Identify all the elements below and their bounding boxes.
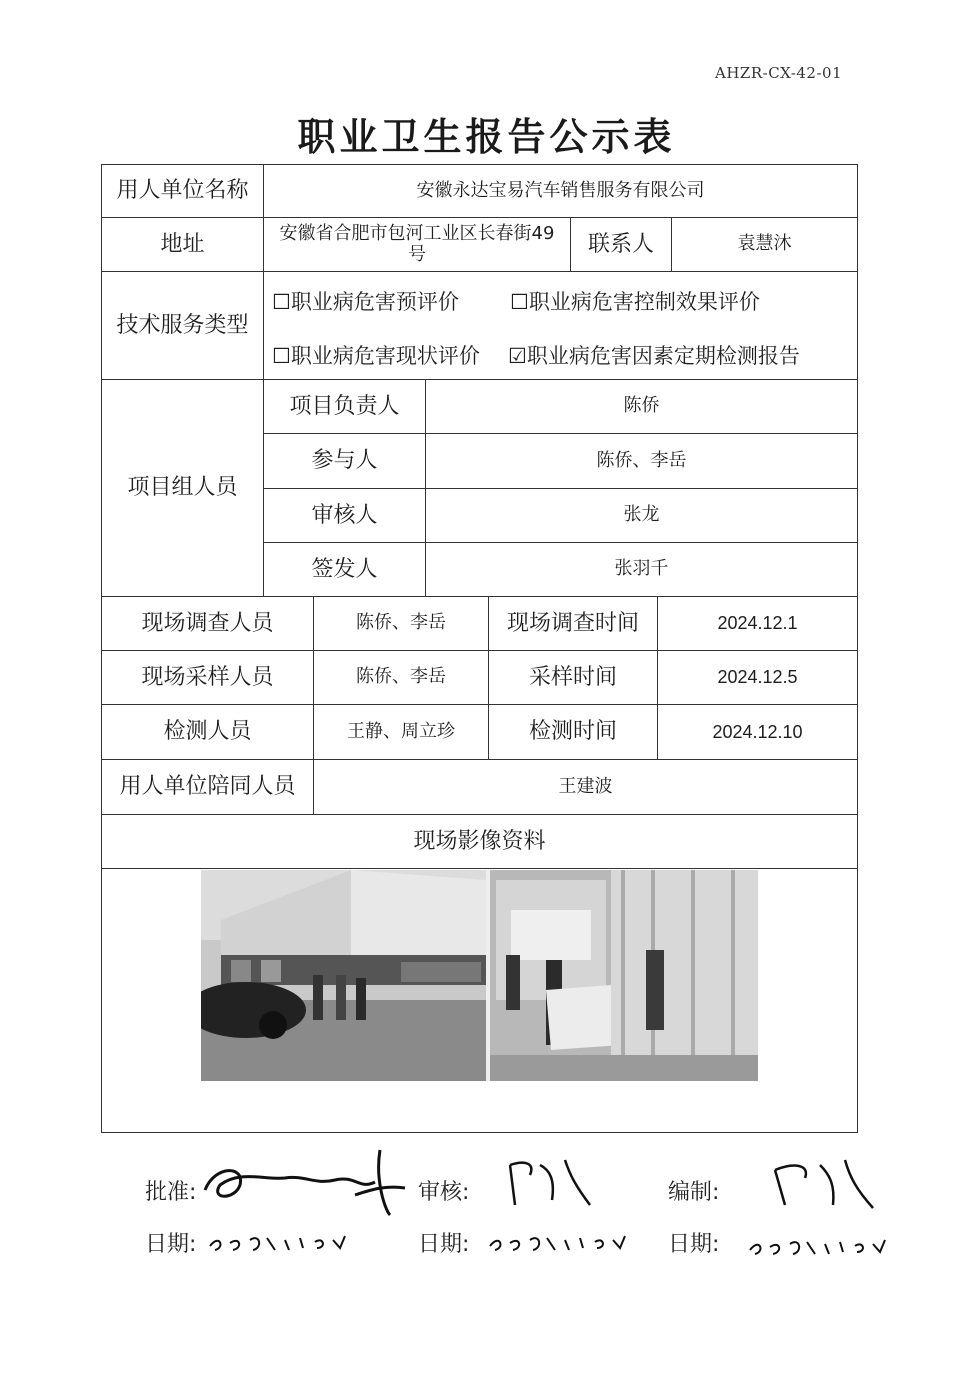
service-option[interactable]	[272, 340, 480, 370]
address-value: 安徽省合肥市包河工业区长春街49号	[263, 217, 571, 272]
employer-label: 用人单位名称	[101, 164, 264, 218]
review-label: 审核:	[418, 1180, 470, 1205]
team-name: 张龙	[425, 488, 858, 543]
survey-time-value: 2024.12.1	[657, 596, 858, 651]
compile-date-label: 日期:	[668, 1232, 720, 1257]
sampling-label: 现场采样人员	[101, 650, 314, 705]
sampling-time-label: 采样时间	[488, 650, 658, 705]
checkbox-empty-icon: ☐	[272, 290, 291, 314]
compile-label: 编制:	[668, 1180, 720, 1205]
site-photo-image	[201, 870, 758, 1081]
contact-label: 联系人	[570, 217, 672, 272]
testing-time-value: 2024.12.10	[657, 704, 858, 760]
sampling-value: 陈侨、李岳	[313, 650, 489, 705]
service-option-label: 职业病危害因素定期检测报告	[526, 344, 800, 368]
accompany-label: 用人单位陪同人员	[101, 759, 314, 815]
testing-value: 王静、周立珍	[313, 704, 489, 760]
approver-signature	[195, 1140, 425, 1220]
service-option-label: 职业病危害控制效果评价	[528, 290, 760, 314]
team-name: 陈侨	[425, 379, 858, 434]
document-code: AHZR-CX-42-01	[715, 64, 843, 82]
accompany-value: 王建波	[313, 759, 858, 815]
page-title: 职业卫生报告公示表	[297, 115, 676, 159]
team-name: 张羽千	[425, 542, 858, 597]
testing-label: 检测人员	[101, 704, 314, 760]
checkbox-empty-icon: ☐	[272, 344, 291, 368]
service-option[interactable]	[272, 286, 459, 316]
checkbox-checked-icon: ☑	[508, 344, 527, 368]
address-label: 地址	[101, 217, 264, 272]
survey-label: 现场调查人员	[101, 596, 314, 651]
team-role: 审核人	[263, 488, 426, 543]
service-option[interactable]	[510, 286, 760, 316]
team-name: 陈侨、李岳	[425, 433, 858, 489]
review-date-label: 日期:	[418, 1232, 470, 1257]
site-photos	[201, 870, 758, 1081]
compile-date-handwritten	[745, 1222, 895, 1262]
compiler-signature	[765, 1150, 885, 1220]
service-option[interactable]	[508, 340, 800, 370]
survey-value: 陈侨、李岳	[313, 596, 489, 651]
sampling-time-value: 2024.12.5	[657, 650, 858, 705]
testing-time-label: 检测时间	[488, 704, 658, 760]
reviewer-signature	[480, 1145, 610, 1215]
checkbox-empty-icon: ☐	[510, 290, 529, 314]
approve-date-label: 日期:	[145, 1232, 197, 1257]
employer-value: 安徽永达宝易汽车销售服务有限公司	[263, 164, 858, 218]
team-role: 签发人	[263, 542, 426, 597]
team-role: 项目负责人	[263, 379, 426, 434]
contact-value: 袁慧沐	[671, 217, 858, 272]
team-role: 参与人	[263, 433, 426, 489]
images-section-title: 现场影像资料	[101, 814, 858, 869]
approve-date-handwritten	[205, 1218, 365, 1258]
service-option-label: 职业病危害现状评价	[290, 344, 480, 368]
survey-time-label: 现场调查时间	[488, 596, 658, 651]
service-option-label: 职业病危害预评价	[290, 290, 459, 314]
team-label: 项目组人员	[101, 379, 264, 597]
service-label: 技术服务类型	[101, 271, 264, 380]
review-date-handwritten	[485, 1218, 635, 1258]
approve-label: 批准:	[145, 1180, 197, 1205]
